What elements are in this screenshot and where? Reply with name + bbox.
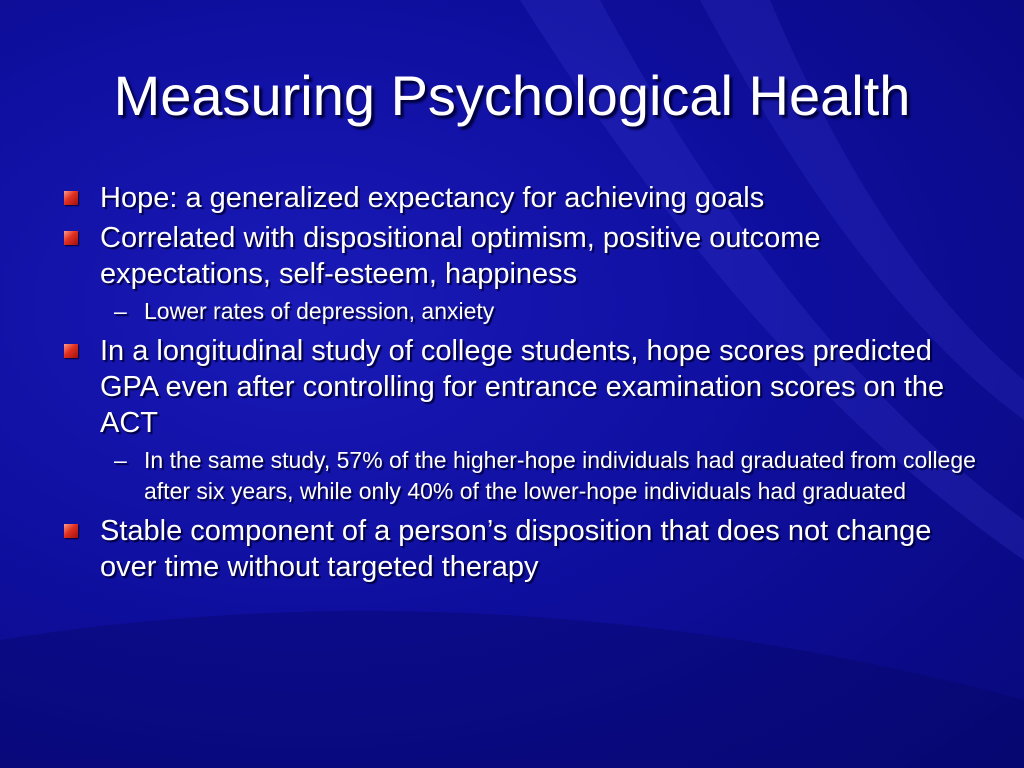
bullet-text: In a longitudinal study of college students, hope scores predicted GPA even after controlling for entrance examination scores on the ACT	[100, 335, 945, 439]
bullet-text: Stable component of a person’s disposition that does not change over time without targeted therapy	[100, 515, 932, 583]
bullet-item-correlated	[58, 220, 978, 292]
sub-bullet-text: In the same study, 57% of the higher-hope individuals had graduated from college after six years, while only 40% of the lower-hope individuals had graduated	[144, 447, 976, 504]
bullet-list	[58, 180, 978, 589]
sub-bullet-item-depression	[58, 296, 978, 327]
red-square-bullet-icon	[64, 191, 78, 205]
bullet-item-stable-component	[58, 513, 978, 585]
dash-marker: –	[114, 447, 127, 473]
sub-bullet-item-graduation	[58, 445, 978, 507]
dash-marker: –	[114, 298, 127, 324]
slide-title: Measuring Psychological Health	[113, 64, 911, 127]
sub-bullet-text: Lower rates of depression, anxiety	[144, 298, 495, 324]
red-square-bullet-icon	[64, 344, 78, 358]
bullet-item-longitudinal-study	[58, 333, 978, 441]
bullet-item-hope	[58, 180, 978, 216]
red-square-bullet-icon	[64, 524, 78, 538]
bullet-text: Hope: a generalized expectancy for achieving goals	[100, 182, 765, 214]
red-square-bullet-icon	[64, 231, 78, 245]
bullet-text: Correlated with dispositional optimism, positive outcome expectations, self-esteem, happiness	[100, 222, 821, 290]
